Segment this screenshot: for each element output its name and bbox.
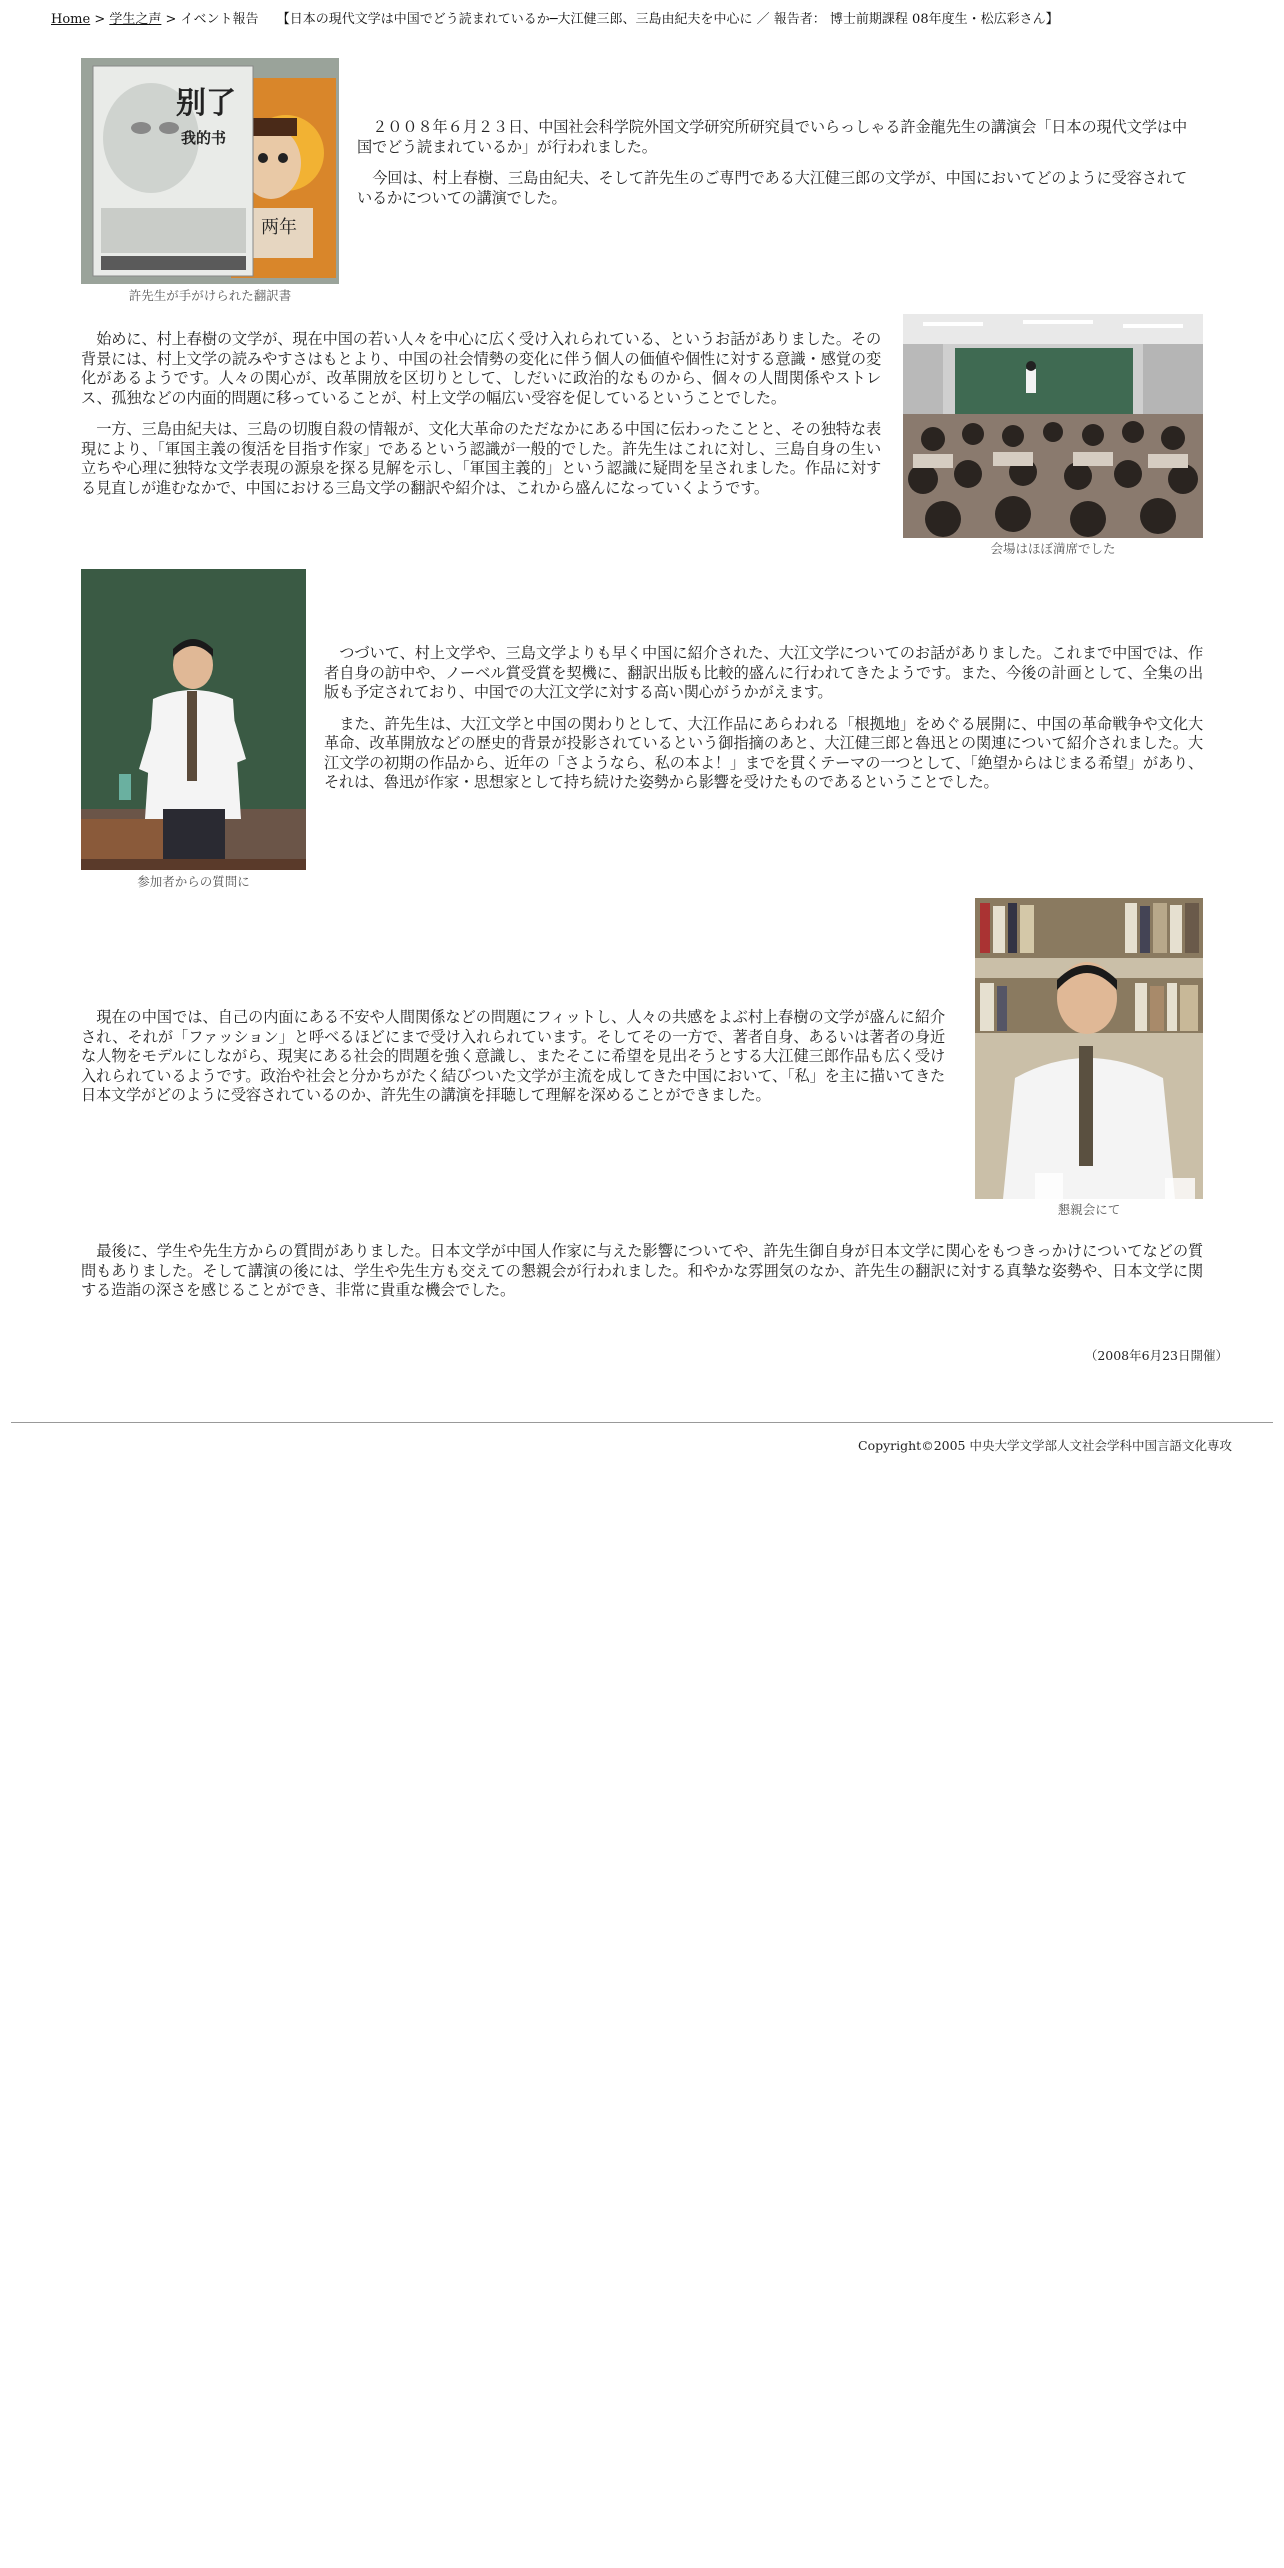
oe-paragraph-1: つづいて、村上文学や、三島文学よりも早く中国に紹介された、大江文学についてのお話がありました。これまで中国では、作者自身の訪中や、ノーベル賞受賞を契機に、翻訳出版も比較的盛んに行われてきたようです。また、今後の計画として、全集の出版も予定されており、中国での大江文学に対する高い関心がうかがえます。	[324, 644, 1203, 701]
breadcrumb-separator: >	[161, 12, 181, 27]
party-caption: 懇親会にて	[1057, 1202, 1121, 1217]
lecture-hall-photo	[903, 314, 1203, 538]
event-date: （2008年6月23日開催）	[1084, 1348, 1228, 1363]
breadcrumb-category: イベント報告	[180, 12, 259, 27]
intro-paragraph-1: ２００８年６月２３日、中国社会科学院外国文学研究所研究員でいらっしゃる許金龍先生の講演会「日本の現代文学は中国でどう読まれているか」が行われました。	[357, 118, 1187, 156]
breadcrumb-separator: >	[90, 12, 110, 27]
svg-text:两年: 两年	[261, 217, 297, 238]
footer-divider	[11, 1422, 1273, 1423]
books-photo	[81, 58, 339, 284]
murakami-mishima-section	[81, 330, 881, 510]
lecture-hall-caption: 会場はほぼ満席でした	[990, 541, 1116, 556]
breadcrumb-section-link[interactable]: 学生之声	[109, 12, 162, 27]
breadcrumb-home-link[interactable]: Home	[51, 12, 91, 27]
intro-paragraph-2: 今回は、村上春樹、三島由紀夫、そして許先生のご専門である大江健三郎の文学が、中国においてどのように受容されているかについての講演でした。	[357, 169, 1187, 207]
oe-section	[324, 644, 1203, 805]
books-caption: 許先生が手がけられた翻訳書	[128, 288, 292, 303]
murakami-paragraph: 始めに、村上春樹の文学が、現在中国の若い人々を中心に広く受け入れられている、というお話がありました。その背景には、村上文学の読みやすさはもとより、中国の社会情勢の変化に伴う個人の価値や個性に対する意識・感覚の変化があるようです。人々の関心が、改革開放を区切りとして、しだいに政治的なものから、個々の人間関係やストレス、孤独などの内面的問題に移っていることが、村上文学の幅広い受容を促しているということでした。	[81, 330, 881, 407]
today-paragraph: 現在の中国では、自己の内面にある不安や人間関係などの問題にフィットし、人々の共感をよぶ村上春樹の文学が盛んに紹介され、それが「ファッション」と呼べるほどにまで受け入れられています。そしてその一方で、著者自身、あるいは著者の身近な人物をモデルにしながら、現実にある社会的問題を強く意識し、またそこに希望を見出そうとする大江健三郎作品も広く受け入れられているようです。政治や社会と分かちがたく結びついた文学が主流を成してきた中国において、「私」を主に描いてきた日本文学がどのように受容されているのか、許先生の講演を拝聴して理解を深めることができました。	[81, 1008, 945, 1104]
closing-paragraph: 最後に、学生や先生方からの質問がありました。日本文学が中国人作家に与えた影響についてや、許先生御自身が日本文学に関心をもつきっかけについてなどの質問もありました。そして講演の後には、学生や先生方も交えての懇親会が行われました。和やかな雰囲気のなか、許先生の翻訳に対する真摯な姿勢や、日本文学に関する造詣の深さを感じることができ、非常に貴重な機会でした。	[81, 1242, 1203, 1299]
page-title: 【日本の現代文学は中国でどう読まれているか─大江健三郎、三島由紀夫を中心に ／ 報告者： 博士前期課程 08年度生・松広彩さん】	[276, 12, 1059, 27]
speaker-photo	[81, 569, 306, 870]
today-section	[81, 1008, 945, 1118]
oe-paragraph-2: また、許先生は、大江文学と中国の関わりとして、大江作品にあらわれる「根拠地」をめぐる展開に、中国の革命戦争や文化大革命、改革開放などの歴史的背景が投影されているという御指摘のあと、大江健三郎と魯迅との関連について紹介されました。大江文学の初期の作品から、近年の「さようなら、私の本よ！」までを貫くテーマの一つとして、「絶望からはじまる希望」があり、それは、魯迅が作家・思想家として持ち続けた姿勢から影響を受けたものであるということでした。	[324, 714, 1203, 791]
speaker-caption: 参加者からの質問に	[137, 874, 250, 889]
copyright: Copyright©2005 中央大学文学部人文社会学科中国言語文化専攻	[858, 1438, 1232, 1453]
party-photo	[975, 898, 1203, 1199]
closing-section	[81, 1242, 1203, 1313]
breadcrumb	[51, 10, 1251, 30]
svg-text:别了: 别了	[176, 86, 236, 121]
svg-text:我的书: 我的书	[181, 129, 227, 147]
intro-section	[357, 118, 1187, 220]
mishima-paragraph: 一方、三島由紀夫は、三島の切腹自殺の情報が、文化大革命のただなかにある中国に伝わったことと、その独特な表現により、「軍国主義の復活を目指す作家」であるという認識が一般的でした。許先生はこれに対し、三島自身の生い立ちや心理に独特な文学表現の源泉を探る見解を示し、「軍国主義的」という認識に疑問を呈されました。作品に対する見直しが進むなかで、中国における三島文学の翻訳や紹介は、これから盛んになっていくようです。	[81, 420, 881, 497]
